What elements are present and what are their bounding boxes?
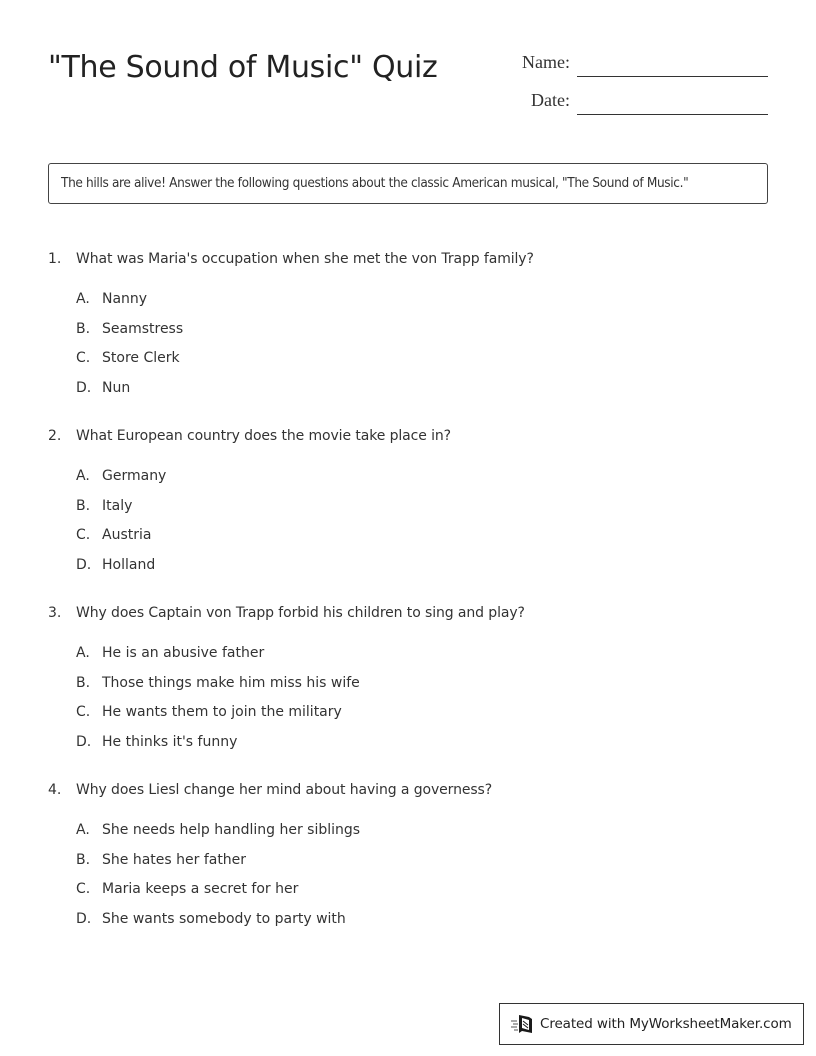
question-number: 4. bbox=[48, 782, 62, 798]
question-list bbox=[48, 249, 768, 957]
option-letter: C. bbox=[76, 527, 91, 543]
option-d[interactable] bbox=[76, 555, 768, 585]
option-a[interactable] bbox=[76, 820, 768, 850]
option-a[interactable] bbox=[76, 643, 768, 673]
option-b[interactable] bbox=[76, 496, 768, 526]
option-d[interactable] bbox=[76, 909, 768, 939]
created-with-text: Created with MyWorksheetMaker.com bbox=[540, 1016, 792, 1032]
option-text: Those things make him miss his wife bbox=[102, 674, 360, 691]
option-a[interactable] bbox=[76, 466, 768, 496]
option-letter: D. bbox=[76, 910, 92, 927]
option-letter: D. bbox=[76, 379, 92, 396]
question-2 bbox=[48, 426, 768, 584]
question-text: What was Maria's occupation when she met the von Trapp family? bbox=[76, 251, 534, 267]
option-letter: B. bbox=[76, 320, 91, 337]
option-c[interactable] bbox=[76, 348, 768, 378]
option-c[interactable] bbox=[76, 702, 768, 732]
question-text: Why does Captain von Trapp forbid his children to sing and play? bbox=[76, 605, 525, 621]
option-letter: A. bbox=[76, 822, 90, 838]
page-title: "The Sound of Music" Quiz bbox=[48, 50, 438, 85]
question-3 bbox=[48, 603, 768, 761]
option-a[interactable] bbox=[76, 289, 768, 319]
worksheet-logo-icon bbox=[510, 1013, 534, 1035]
answer-options bbox=[48, 289, 768, 407]
option-letter: A. bbox=[76, 291, 90, 307]
name-field bbox=[500, 50, 770, 88]
option-letter: D. bbox=[76, 556, 92, 573]
option-text: Nanny bbox=[102, 291, 148, 307]
option-letter: B. bbox=[76, 497, 91, 514]
created-with-badge[interactable] bbox=[499, 1003, 804, 1045]
answer-options bbox=[48, 820, 768, 938]
name-label: Name: bbox=[522, 52, 570, 72]
option-text: He is an abusive father bbox=[102, 645, 265, 661]
option-d[interactable] bbox=[76, 378, 768, 408]
option-letter: A. bbox=[76, 468, 90, 484]
option-letter: B. bbox=[76, 674, 91, 691]
option-text: Austria bbox=[102, 527, 152, 543]
option-c[interactable] bbox=[76, 879, 768, 909]
option-text: Store Clerk bbox=[102, 350, 180, 366]
option-b[interactable] bbox=[76, 850, 768, 880]
option-c[interactable] bbox=[76, 525, 768, 555]
option-letter: A. bbox=[76, 645, 90, 661]
option-text: She wants somebody to party with bbox=[102, 910, 346, 927]
question-4 bbox=[48, 780, 768, 938]
option-text: She hates her father bbox=[102, 851, 247, 868]
question-text: Why does Liesl change her mind about having a governess? bbox=[76, 782, 493, 798]
option-text: Germany bbox=[102, 468, 167, 484]
question-number: 2. bbox=[48, 428, 62, 444]
option-d[interactable] bbox=[76, 732, 768, 762]
option-text: Nun bbox=[102, 379, 131, 396]
date-label: Date: bbox=[531, 90, 570, 110]
option-b[interactable] bbox=[76, 319, 768, 349]
question-number: 3. bbox=[48, 605, 62, 621]
option-text: He wants them to join the military bbox=[102, 704, 342, 720]
intro-instructions: The hills are alive! Answer the following questions about the classic American musical, "The Sound of Music." bbox=[48, 163, 768, 204]
name-blank-line[interactable] bbox=[577, 76, 768, 77]
option-letter: D. bbox=[76, 733, 92, 750]
question-number: 1. bbox=[48, 251, 62, 267]
option-letter: C. bbox=[76, 350, 91, 366]
option-letter: B. bbox=[76, 851, 91, 868]
option-letter: C. bbox=[76, 704, 91, 720]
option-letter: C. bbox=[76, 881, 91, 897]
student-info-fields bbox=[500, 50, 770, 126]
date-field bbox=[500, 88, 770, 126]
date-blank-line[interactable] bbox=[577, 114, 768, 115]
option-text: Holland bbox=[102, 556, 156, 573]
option-text: Maria keeps a secret for her bbox=[102, 881, 299, 897]
option-text: Italy bbox=[102, 497, 133, 514]
question-text: What European country does the movie take place in? bbox=[76, 428, 451, 444]
option-text: Seamstress bbox=[102, 320, 184, 337]
option-text: She needs help handling her siblings bbox=[102, 822, 361, 838]
option-b[interactable] bbox=[76, 673, 768, 703]
option-text: He thinks it's funny bbox=[102, 733, 238, 750]
answer-options bbox=[48, 466, 768, 584]
question-1 bbox=[48, 249, 768, 407]
answer-options bbox=[48, 643, 768, 761]
